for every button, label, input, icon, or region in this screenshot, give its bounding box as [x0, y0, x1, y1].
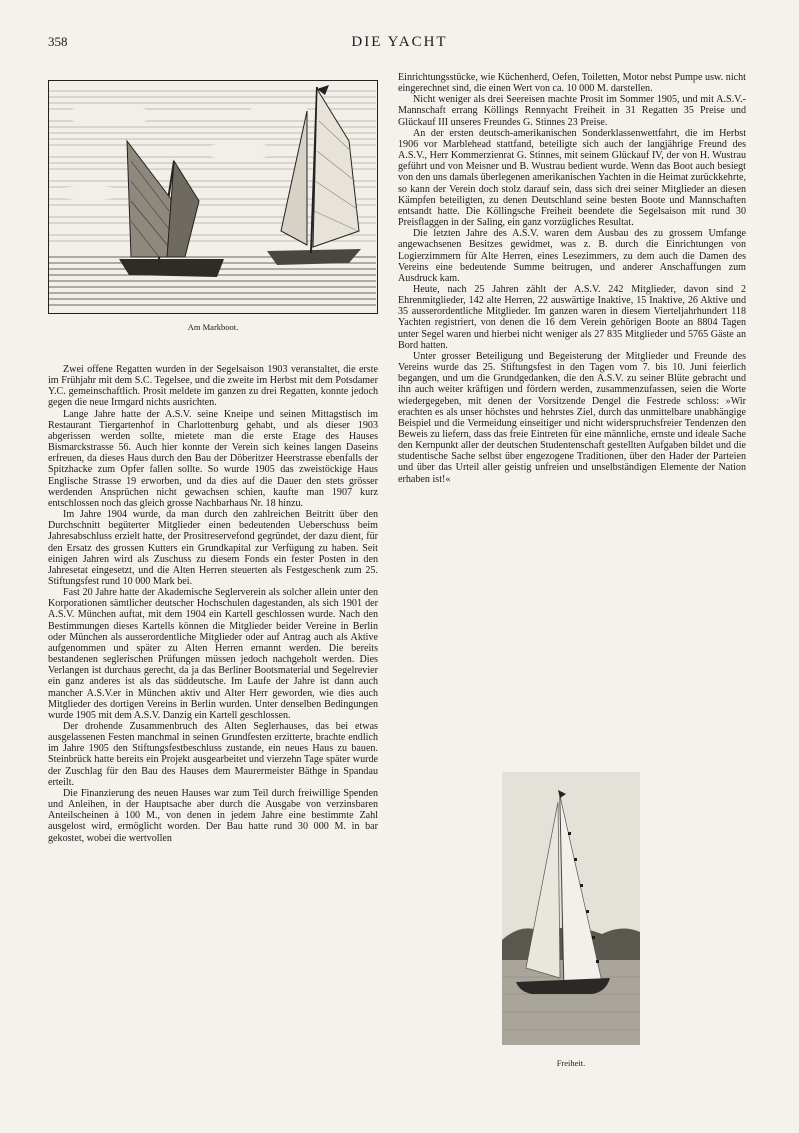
paragraph: Der drohende Zusammenbruch des Alten Seglerhauses, das bei etwas ausgelassenen Festen manchmal in seinen Grundfesten erzitterte, brachte endlich im Jahre 1905 den Stiftungsfestbeschluss zustande, ein neues Haus zu bauen. Steinbrück hatte bereits ein Projekt ausgearbeitet und vierzehn Tage später wurde der Zuschlag für den Bau des Hauses dem Maurermeister Bäthge in Spandau erteilt.	[48, 721, 378, 788]
engraving-illustration	[49, 81, 376, 312]
paragraph: Heute, nach 25 Jahren zählt der A.S.V. 242 Mitglieder, davon sind 2 Ehrenmitglieder, 142 alte Herren, 22 auswärtige Inaktive, 15 Inaktive, 26 Aktive und 35 ausserordentliche Mitglieder. Im ganzen waren in diesem Vierteljahrhundert 118 Yachten registriert, von denen die 16 dem Verein gehörigen Boote an 8804 Tagen unter Segel waren und hierbei nicht weniger als 27 835 Mitglieder und 5765 Gäste an Bord hatten.	[398, 283, 746, 351]
yacht-photo-illustration	[502, 772, 640, 1045]
figure-caption-markboot: Am Markboot.	[187, 322, 239, 332]
running-title: DIE YACHT	[351, 34, 448, 50]
paragraph: Lange Jahre hatte der A.S.V. seine Kneipe und seinen Mittagstisch im Restaurant Tiergartenhof in Charlottenburg gehabt, und als dieser 1903 abgerissen werden sollte, mietete man die erste Etage des Hauses Bismarckstrasse 56. Auch hier konnte der Verein sich keines langen Daseins erfreuen, da dieses Haus durch den Bau der Döberitzer Heerstrasse ebenfalls der Spitzhacke zum Opfer fallen sollte. So wurde 1905 das zweistöckige Haus Englische Strasse 19 erworben, und da dies auf die Dauer den stets grösser werdenden Ansprüchen nicht gewachsen schien, kaufte man 1907 kurz entschlossen noch das gleich grosse Nachbarhaus Nr. 18 hinzu.	[48, 408, 378, 509]
yacht-photo	[502, 772, 640, 1045]
paragraph: An der ersten deutsch-amerikanischen Sonderklassenwettfahrt, die im Herbst 1906 vor Marblehead stattfand, beteiligte sich auch der langjährige Freund des A.S.V., Herr Kommerzienrat G. Stinnes, mit seinem Glückauf IV, der von H. Wustrau geführt und von Meisner und B. Wustrau bedient wurde. Wenn das Boot auch besiegt von den uns damals überlegenen amerikanischen Yachten in die Heimat zurückkehrte, so kann der Verein doch stolz darauf sein, dass sich drei seiner Mitglieder an diesen Kämpfen beteiligten, zu denen Deutschland seine besten Boote und Mannschaften entsandt hatte. Die Köllingsche Freiheit beendete die Segelsaison mit rund 30 Preisflaggen in der Saling, ein ganz vorzügliches Resultat.	[398, 127, 746, 229]
paragraph: Die Finanzierung des neuen Hauses war zum Teil durch freiwillige Spenden und Anleihen, in der Hauptsache aber durch die Ausgabe von verzinsbaren Anteilscheinen à 100 M., von denen in jedem Jahre eine bestimmte Zahl ausgelost wird, ermöglicht worden. Der Bau hatte rund 30 000 M. in bar gekostet, wobei die wertvollen	[48, 787, 378, 844]
figure-caption-freiheit: Freiheit.	[556, 1058, 586, 1068]
left-column	[48, 364, 378, 844]
paragraph: Die letzten Jahre des A.S.V. waren dem Ausbau des zu grossem Umfange angewachsenen Besitzes gewidmet, was z. B. durch die Einrichtungen von Logierzimmern für Alte Herren, eines Lesezimmers, zu dem auch die Damen des Vereins eine bedeutende Summe beitrugen, und anderer Anschaffungen zum Ausdruck kam.	[398, 228, 746, 284]
page-number: 358	[48, 34, 68, 49]
right-column	[398, 72, 746, 485]
sailboat-engraving	[48, 80, 378, 314]
paragraph: Fast 20 Jahre hatte der Akademische Seglerverein als solcher allein unter den Korporationen sämtlicher deutscher Hochschulen dagestanden, als sich 1901 der A.S.V. München auftat, mit dem 1904 ein Kartell geschlossen wurde. Nach den Bestimmungen dieses Kartells können die Mitglieder beider Vereine in Berlin oder München als ausserordentliche Mitglieder oder auf Antrag auch als Aktive aufgenommen und später zu Alten Herren ernannt werden. Die bereits bestandenen seglerischen Prüfungen müssen jedoch nachgeholt werden. Dies Verlangen ist durchaus gerecht, da ja das Berliner Bootsmaterial und Segelrevier ein ganz anderes ist als das süddeutsche. Im Laufe der Jahre ist dann auch mancher A.S.V.er in München aktiv und Alter Herr geworden, wie dies auch Mitglieder des dortigen Vereins in Berlin wurden. Unter denselben Bedingungen wurde 1905 mit dem A.S.V. Danzig ein Kartell geschlossen.	[48, 587, 378, 721]
paragraph: Nicht weniger als drei Seereisen machte Prosit im Sommer 1905, und mit A.S.V.-Mannschaft errang Köllings Rennyacht Freiheit in 31 Regatten 35 Preise und Glückauf III unseres Freundes G. Stinnes 23 Preise.	[398, 94, 746, 128]
paragraph: Unter grosser Beteiligung und Begeisterung der Mitglieder und Freunde des Vereins wurde das 25. Stiftungsfest in den Tagen vom 7. bis 10. Juni feierlich begangen, und um die Grundgedanken, die den A.S.V. zu seiner Blüte gebracht und ihn auch weiter kräftigen und fördern werden, zusammenzufassen, seien die Worte wiedergegeben, mit denen der Vorsitzende Dengel die Festrede schloss: »Wir erachten es als unser höchstes und hehrstes Ziel, durch das unmittelbare unabhängige Beispiel und die Vermeidung einseitiger und nicht widerspruchsfreier Tendenzen den Beweis zu liefern, dass das freie Eintreten für eine männliche, ernste und ideale Sache den Kernpunkt aller der deutschen Studentenschaft gestellten Aufgaben bildet und die studentische Sache selbst über engezogene Traditionen, über den Hader der Parteien und über das Urteil aller geistig unfreien und unselbständigen Elemente der Nation erhaben ist!«	[398, 350, 746, 485]
paragraph: Einrichtungsstücke, wie Küchenherd, Oefen, Toiletten, Motor nebst Pumpe usw. nicht eingerechnet sind, die einen Wert von ca. 10 000 M. darstellen.	[398, 72, 746, 95]
paragraph: Im Jahre 1904 wurde, da man durch den zahlreichen Beitritt über den Durchschnitt begüterter Mitglieder einen bedeutenden Ueberschuss beim Jahresabschluss erzielt hatte, der Prositreservefond gegründet, der dazu dient, für den Ersatz des grossen Kutters ein Grundkapital zur Verfügung zu haben. Seit einigen Jahren wird als Zuschuss zu diesem Fonds ein fester Posten in den Jahresetat eingesetzt, und die Alten Herren steuerten als Festgeschenk zum 25. Stiftungsfest rund 10 000 Mark bei.	[48, 509, 378, 587]
paragraph: Zwei offene Regatten wurden in der Segelsaison 1903 veranstaltet, die erste im Frühjahr mit dem S.C. Tegelsee, und die zweite im Herbst mit dem Potsdamer Y.C. gemeinschaftlich. Prosit meldete im ganzen zu drei Regatten, konnte jedoch gegen die neue Irmgard nichts ausrichten.	[48, 364, 378, 409]
